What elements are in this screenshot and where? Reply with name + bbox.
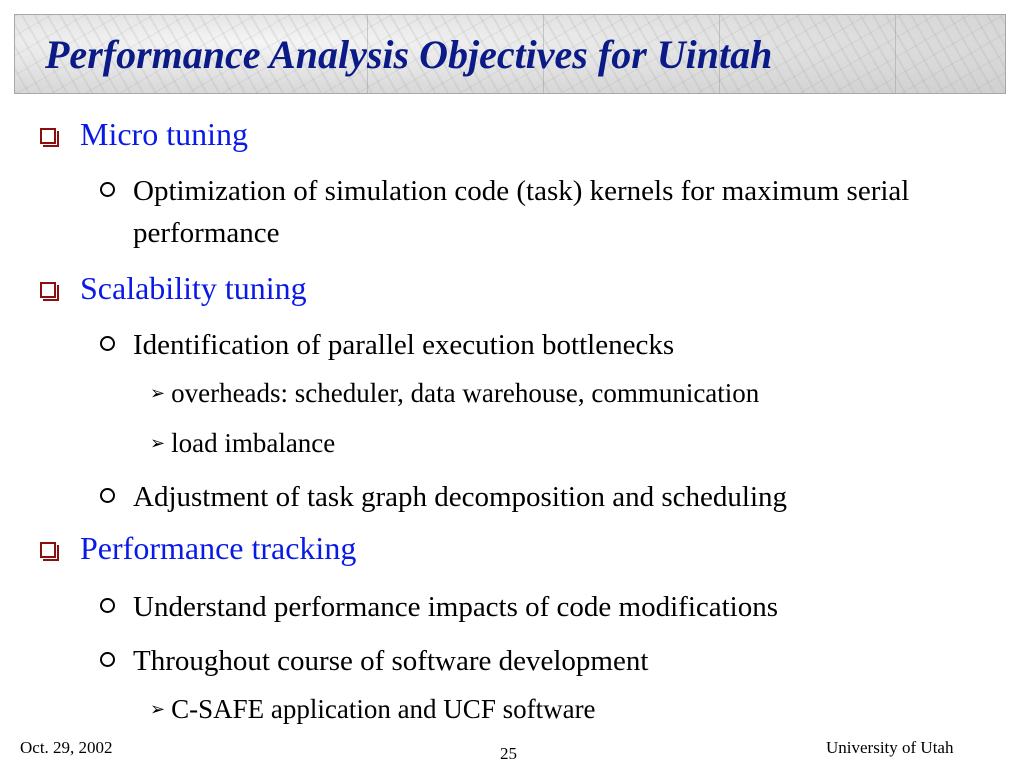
bullet-text: Adjustment of task graph decomposition and scheduling <box>133 481 788 513</box>
bullet-level2-adjustment <box>100 476 973 518</box>
bullet-level2-bottlenecks <box>100 324 973 366</box>
hollow-square-bullet-icon <box>40 542 56 558</box>
bullet-level2-throughout-course <box>100 640 973 682</box>
slide-title: Performance Analysis Objectives for Uintah <box>45 32 773 77</box>
hollow-square-bullet-icon <box>40 282 56 298</box>
bullet-level3-load-imbalance <box>150 428 335 459</box>
bullet-text: Understand performance impacts of code modifications <box>133 591 779 623</box>
bullet-text: load imbalance <box>171 428 336 458</box>
hollow-circle-bullet-icon <box>100 488 115 503</box>
arrowhead-bullet-icon: ➢ <box>150 699 166 720</box>
footer-page-number: 25 <box>500 744 517 763</box>
arrowhead-bullet-icon: ➢ <box>150 433 166 454</box>
hollow-circle-bullet-icon <box>100 598 115 613</box>
bullet-text: overheads: scheduler, data warehouse, communication <box>171 378 760 408</box>
hollow-square-bullet-icon <box>40 128 56 144</box>
footer-organization: University of Utah <box>826 738 954 757</box>
bullet-text: Identification of parallel execution bottlenecks <box>133 329 675 361</box>
bullet-text: Scalability tuning <box>80 270 307 306</box>
footer-date: Oct. 29, 2002 <box>20 738 113 757</box>
bullet-level2-optimization <box>100 170 973 254</box>
bullet-level3-csafe <box>150 694 596 725</box>
hollow-circle-bullet-icon <box>100 182 115 197</box>
hollow-circle-bullet-icon <box>100 336 115 351</box>
bullet-level3-overheads <box>150 378 759 409</box>
bullet-level1-scalability-tuning <box>40 270 307 307</box>
bullet-text: Optimization of simulation code (task) kernels for maximum serial performance <box>133 175 910 249</box>
bullet-text: Performance tracking <box>80 530 357 566</box>
bullet-level1-performance-tracking <box>40 530 356 567</box>
bullet-level2-understand-impacts <box>100 586 973 628</box>
arrowhead-bullet-icon: ➢ <box>150 383 166 404</box>
bullet-text: C-SAFE application and UCF software <box>171 694 596 724</box>
bullet-text: Micro tuning <box>80 116 248 152</box>
bullet-text: Throughout course of software development <box>133 645 649 677</box>
bullet-level1-micro-tuning <box>40 116 248 153</box>
hollow-circle-bullet-icon <box>100 652 115 667</box>
